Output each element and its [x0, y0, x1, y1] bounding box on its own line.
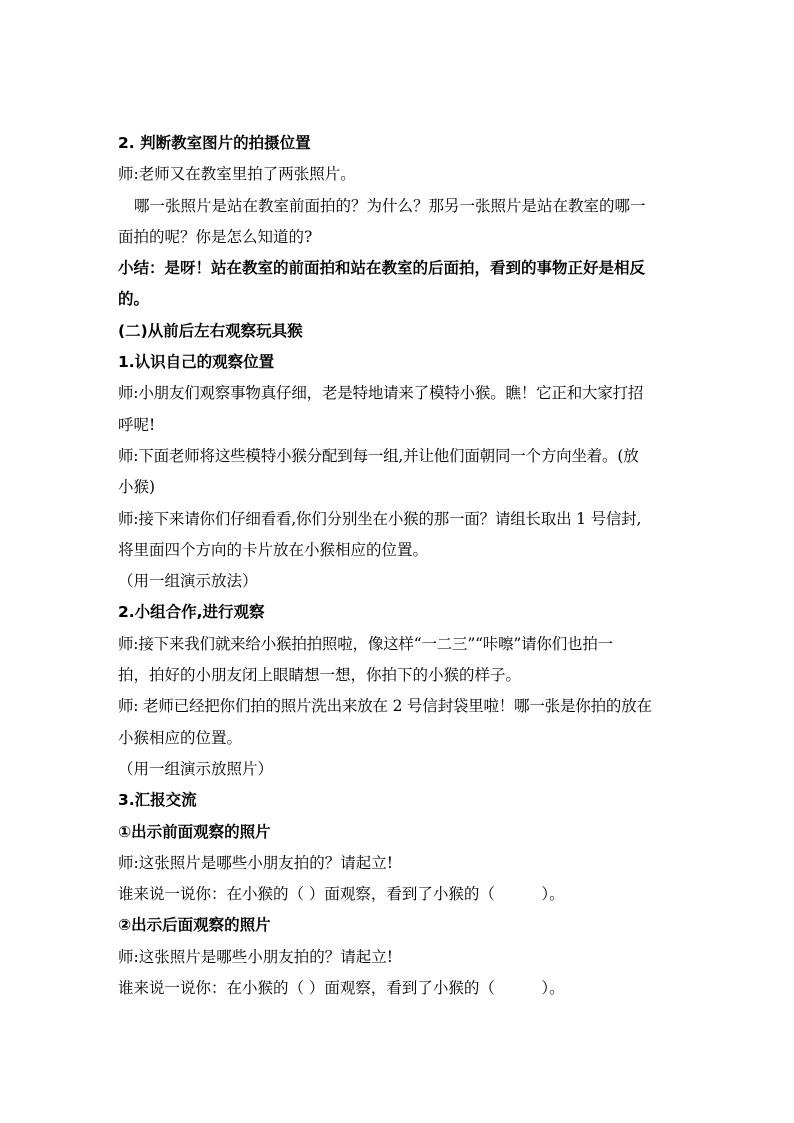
paragraph-line: 小猴) — [118, 478, 156, 497]
paragraph-line: 哪一张照片是站在教室前面拍的？为什么？那另一张照片是站在教室的哪一 — [134, 196, 646, 215]
paragraph-line: 师:小朋友们观察事物真仔细，老是特地请来了模特小猴。瞧！它正和大家打招 — [118, 384, 644, 403]
paragraph-line: 谁来说一说你：在小猴的（ ）面观察，看到了小猴的（ ）。 — [118, 979, 565, 998]
paragraph-line: 面拍的呢？你是怎么知道的? — [118, 227, 313, 246]
subheading-back-photo: ②出示后面观察的照片 — [118, 916, 271, 935]
paragraph-line: 将里面四个方向的卡片放在小猴相应的位置。 — [118, 540, 429, 559]
paragraph-line: 师:接下来我们就来给小猴拍拍照啦，像这样“一二三”“咔嚓”请你们也拍一 — [118, 634, 613, 653]
paragraph-line: （用一组演示放法） — [118, 572, 258, 591]
paragraph-line: （用一组演示放照片） — [118, 759, 274, 778]
subheading-front-photo: ①出示前面观察的照片 — [118, 822, 271, 841]
paragraph-line: 拍，拍好的小朋友闭上眼睛想一想，你拍下的小猴的样子。 — [118, 666, 522, 685]
paragraph-line: 呼呢! — [118, 415, 156, 434]
paragraph-line: 师:接下来请你们仔细看看,你们分别坐在小猴的那一面？请组长取出 1 号信封, — [118, 509, 642, 528]
subheading-group-cooperation: 2.小组合作,进行观察 — [118, 603, 265, 622]
paragraph-line: 师:老师又在教室里拍了两张照片。 — [118, 165, 356, 184]
summary-line: 小结：是呀！站在教室的前面拍和站在教室的后面拍，看到的事物正好是相反 — [118, 259, 646, 278]
section-heading-toy-monkey: (二)从前后左右观察玩具猴 — [118, 321, 303, 340]
paragraph-line: 师:下面老师将这些模特小猴分配到每一组,并让他们面朝同一个方向坐着。(放 — [118, 446, 639, 465]
paragraph-line: 谁来说一说你：在小猴的（ ）面观察，看到了小猴的（ ）。 — [118, 885, 565, 904]
paragraph-line: 师: 老师已经把你们拍的照片洗出来放在 2 号信封袋里啦！哪一张是你拍的放在 — [118, 697, 652, 716]
section-heading-photo-position: 2. 判断教室图片的拍摄位置 — [118, 134, 311, 152]
subheading-report: 3.汇报交流 — [118, 791, 197, 810]
paragraph-line: 小猴相应的位置。 — [118, 728, 243, 747]
subheading-observation-position: 1.认识自己的观察位置 — [118, 353, 275, 372]
summary-line: 的。 — [118, 290, 150, 309]
document-body — [118, 128, 678, 1004]
paragraph-line: 师:这张照片是哪些小朋友拍的？请起立! — [118, 947, 393, 966]
paragraph-line: 师:这张照片是哪些小朋友拍的？请起立! — [118, 853, 393, 872]
